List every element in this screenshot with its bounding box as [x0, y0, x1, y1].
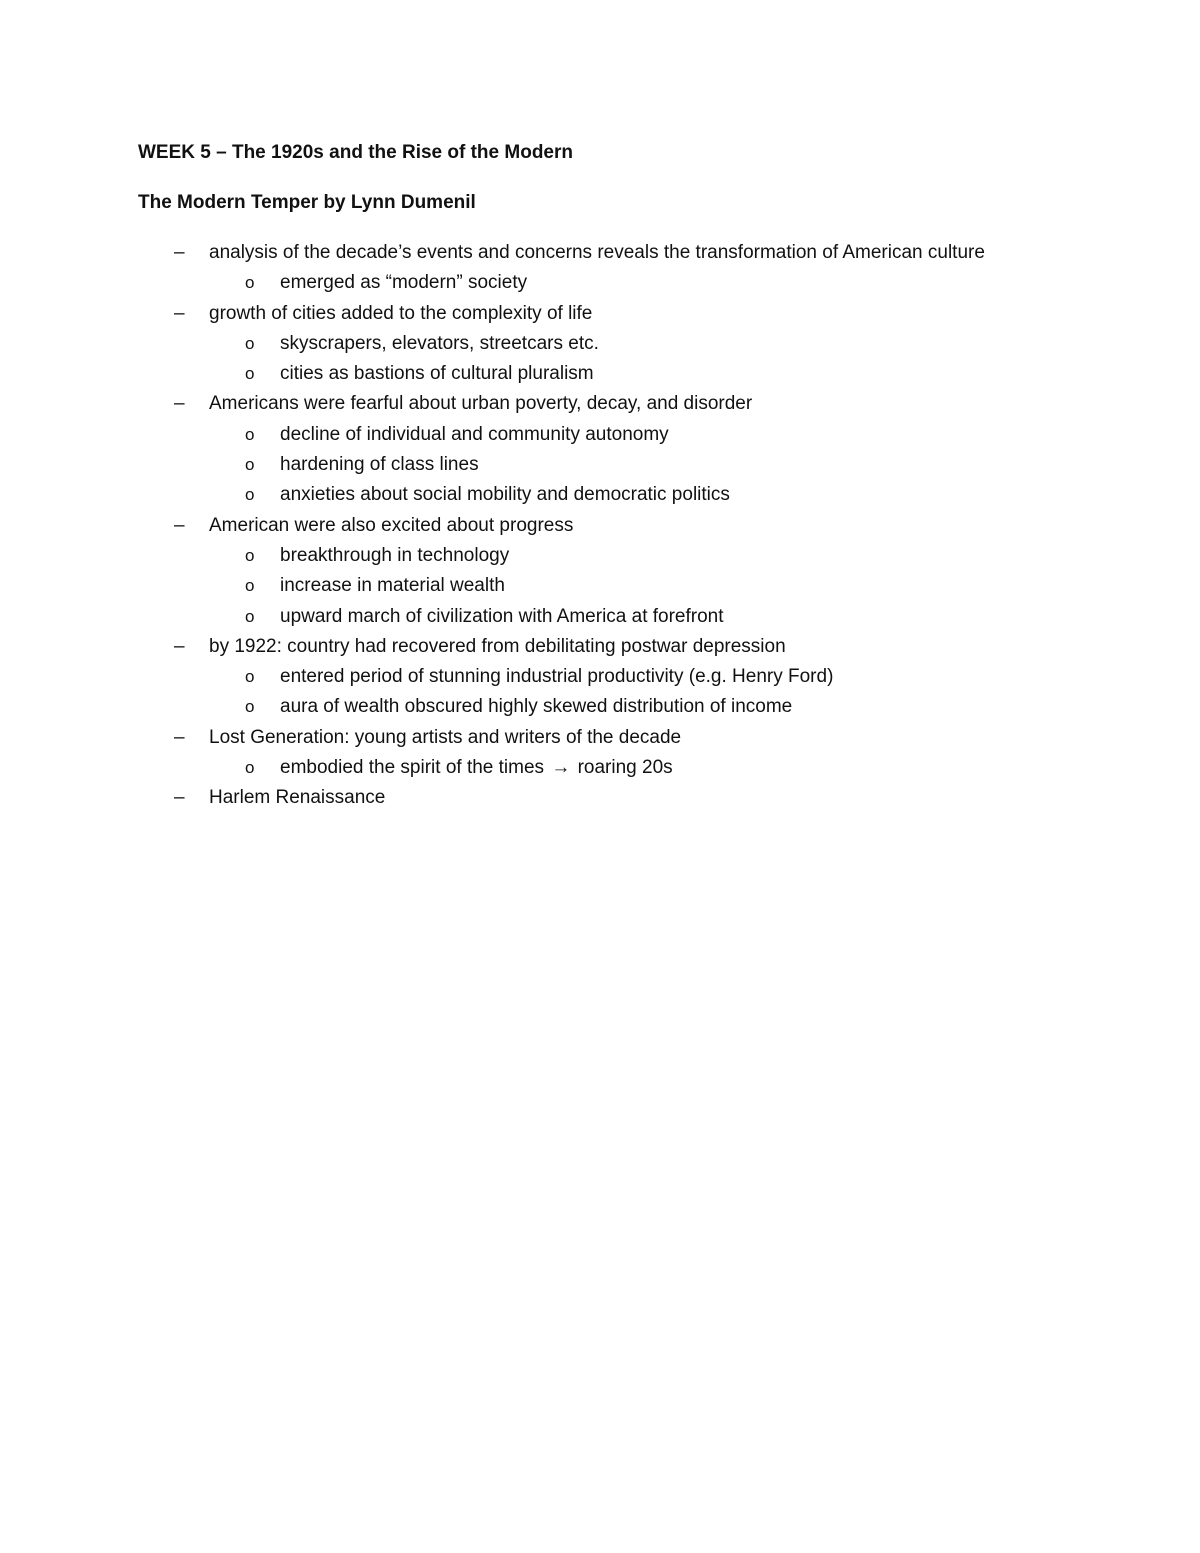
- list-item-text: by 1922: country had recovered from debilitating postwar depression: [209, 635, 786, 657]
- list-item-text: aura of wealth obscured highly skewed distribution of income: [280, 696, 793, 718]
- dash-bullet-icon: –: [174, 393, 185, 415]
- circle-bullet-icon: o: [245, 545, 255, 565]
- circle-bullet-icon: o: [245, 424, 255, 444]
- section-heading: The Modern Temper by Lynn Dumenil: [138, 192, 476, 213]
- circle-bullet-icon: o: [245, 667, 255, 687]
- dash-bullet-icon: –: [174, 635, 185, 657]
- dash-bullet-icon: –: [174, 787, 185, 809]
- circle-bullet-icon: o: [245, 485, 255, 505]
- circle-bullet-icon: o: [245, 697, 255, 717]
- list-item-text: increase in material wealth: [280, 575, 505, 597]
- list-item-text: upward march of civilization with America at forefront: [280, 605, 724, 627]
- page-title: WEEK 5 – The 1920s and the Rise of the Modern: [138, 142, 573, 163]
- list-item: [0, 391, 1200, 421]
- list-item: [0, 785, 1200, 815]
- list-item: [0, 634, 1200, 664]
- circle-bullet-icon: o: [245, 333, 255, 353]
- list-item-text-with-arrow: [280, 755, 673, 781]
- list-item-text: Americans were fearful about urban poverty, decay, and disorder: [209, 393, 753, 415]
- list-item: [0, 452, 1200, 482]
- right-arrow-icon: →: [551, 757, 571, 779]
- list-item: [0, 422, 1200, 452]
- circle-bullet-icon: o: [245, 455, 255, 475]
- list-item: [0, 482, 1200, 512]
- list-item-text: Harlem Renaissance: [209, 787, 386, 809]
- circle-bullet-icon: o: [245, 576, 255, 596]
- dash-bullet-icon: –: [174, 514, 185, 536]
- list-item: [0, 755, 1200, 785]
- list-item-text: growth of cities added to the complexity of life: [209, 302, 593, 324]
- list-item-text: entered period of stunning industrial productivity (e.g. Henry Ford): [280, 666, 834, 688]
- list-item-text: American were also excited about progress: [209, 514, 574, 536]
- dash-bullet-icon: –: [174, 302, 185, 324]
- list-item-text: hardening of class lines: [280, 454, 479, 476]
- list-item-text: emerged as “modern” society: [280, 272, 528, 294]
- list-item-text: analysis of the decade’s events and concerns reveals the transformation of American culture: [209, 242, 985, 263]
- list-item: [0, 573, 1200, 603]
- circle-bullet-icon: o: [245, 606, 255, 626]
- list-item: [0, 513, 1200, 543]
- list-item: [0, 725, 1200, 755]
- list-item: [0, 543, 1200, 573]
- list-item-text-before-arrow: embodied the spirit of the times: [280, 757, 545, 779]
- dash-bullet-icon: –: [174, 242, 185, 263]
- list-item: [0, 331, 1200, 361]
- list-item: [0, 270, 1200, 300]
- list-item: [0, 240, 1200, 270]
- list-item: [0, 664, 1200, 694]
- list-item-text: skyscrapers, elevators, streetcars etc.: [280, 332, 599, 354]
- circle-bullet-icon: o: [245, 273, 255, 293]
- list-item-text: cities as bastions of cultural pluralism: [280, 363, 594, 385]
- list-item: [0, 301, 1200, 331]
- list-item-text: decline of individual and community autonomy: [280, 423, 669, 445]
- list-item-text-after-arrow: roaring 20s: [577, 757, 673, 779]
- circle-bullet-icon: o: [245, 364, 255, 384]
- circle-bullet-icon: o: [245, 758, 255, 778]
- dash-bullet-icon: –: [174, 726, 185, 748]
- list-item: [0, 604, 1200, 634]
- list-item: [0, 694, 1200, 724]
- list-item: [0, 361, 1200, 391]
- list-item-text: anxieties about social mobility and democratic politics: [280, 484, 730, 506]
- notes-list: [0, 240, 1200, 816]
- list-item-text: breakthrough in technology: [280, 544, 510, 566]
- list-item-text: Lost Generation: young artists and writers of the decade: [209, 726, 682, 748]
